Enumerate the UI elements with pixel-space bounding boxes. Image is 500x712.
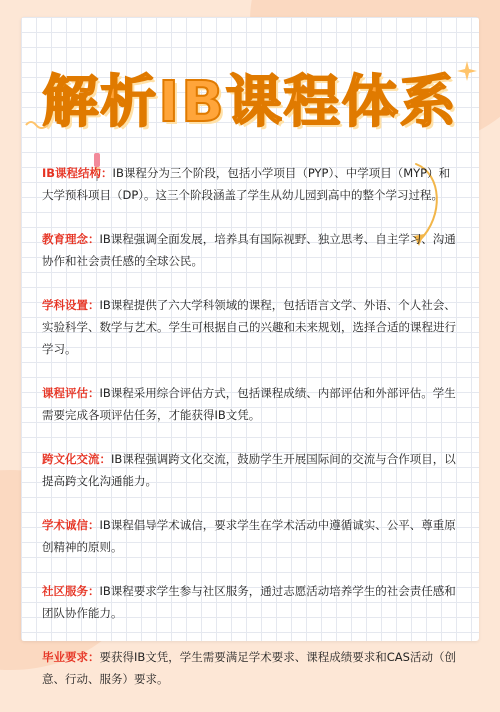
section-label: 学术诚信： <box>42 518 100 532</box>
section-subjects <box>42 294 460 360</box>
section-text: IB课程强调全面发展，培养具有国际视野、独立思考、自主学习、沟通协作和社会责任感的全球公民。 <box>42 232 456 268</box>
page-title: 解析IB课程体系 <box>42 70 458 135</box>
section-label: 课程评估： <box>42 386 100 400</box>
section-text: 要获得IB文凭，学生需要满足学术要求、课程成绩要求和CAS活动（创意、行动、服务）要求。 <box>42 650 456 686</box>
section-label: 学科设置： <box>42 298 100 312</box>
section-text: IB课程采用综合评估方式，包括课程成绩、内部评估和外部评估。学生需要完成各项评估任务，才能获得IB文凭。 <box>42 386 456 422</box>
section-community <box>42 580 460 624</box>
content-list <box>42 162 460 712</box>
section-text: IB课程倡导学术诚信，要求学生在学术活动中遵循诚实、公平、尊重原创精神的原则。 <box>42 518 456 554</box>
section-text: IB课程要求学生参与社区服务，通过志愿活动培养学生的社会责任感和团队协作能力。 <box>42 584 456 620</box>
sparkle-icon <box>456 60 478 82</box>
section-assessment <box>42 382 460 426</box>
section-label: 社区服务： <box>42 584 100 598</box>
section-label: 跨文化交流： <box>42 452 111 466</box>
section-label: 教育理念： <box>42 232 100 246</box>
section-structure <box>42 162 460 206</box>
section-cross-cultural <box>42 448 460 492</box>
section-philosophy <box>42 228 460 272</box>
section-text: IB课程提供了六大学科领域的课程，包括语言文学、外语、个人社会、实验科学、数学与艺术。学生可根据自己的兴趣和未来规划，选择合适的课程进行学习。 <box>42 298 456 356</box>
section-text: IB课程分为三个阶段，包括小学项目（PYP）、中学项目（MYP）和大学预科项目（DP）。这三个阶段涵盖了学生从幼儿园到高中的整个学习过程。 <box>42 166 451 202</box>
section-label: IB课程结构： <box>42 166 113 180</box>
section-integrity <box>42 514 460 558</box>
section-label: 毕业要求： <box>42 650 100 664</box>
section-text: IB课程强调跨文化交流，鼓励学生开展国际间的交流与合作项目，以提高跨文化沟通能力。 <box>42 452 456 488</box>
squiggle-icon <box>25 118 49 132</box>
